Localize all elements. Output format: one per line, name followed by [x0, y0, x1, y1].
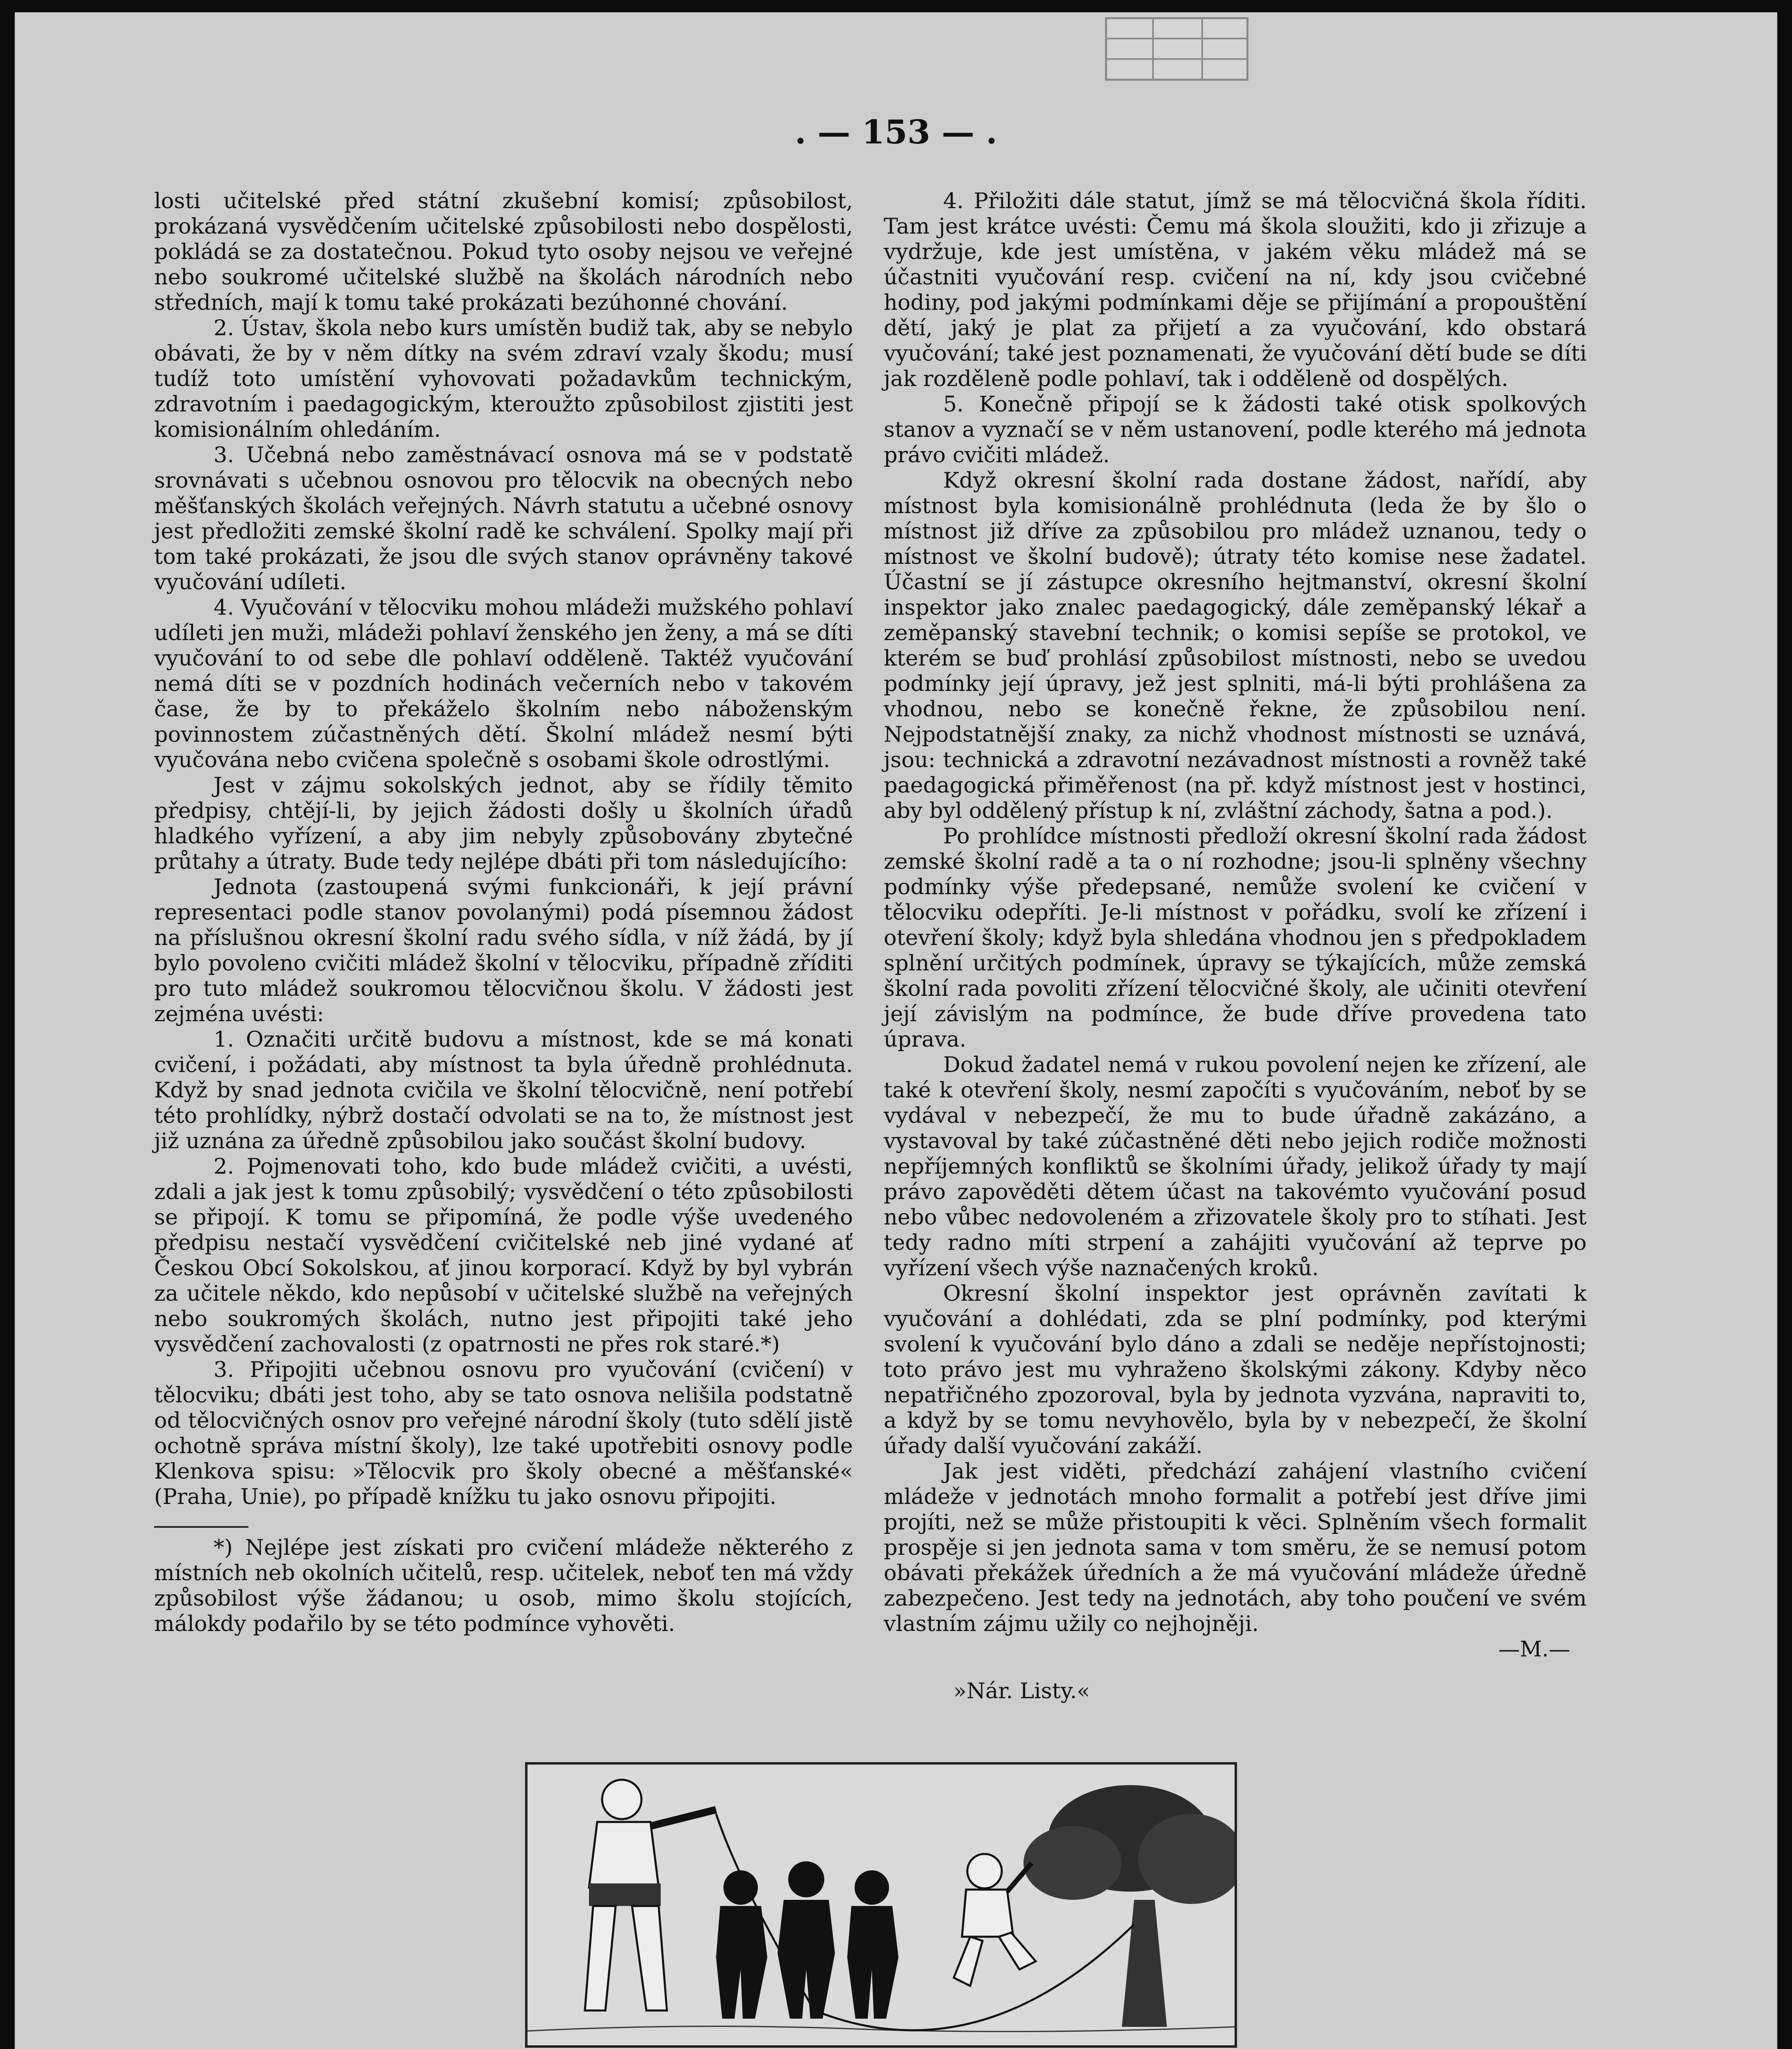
paragraph: 2. Ústav, škola nebo kurs umístěn budiž tak, aby se nebylo obávati, že by v něm dítky na svém zdraví vzaly škodu; musí tudíž toto umístění vyhovovati požadavkům technickým, zdravotním i paedagogickým, kteroužto způsobilost zjistiti jest komisionálním ohledáním.: [154, 316, 853, 442]
signature: —M.—: [1498, 1637, 1570, 1662]
paragraph: Jest v zájmu sokolských jednot, aby se řídily těmito předpisy, chtějí-li, by jejich žádosti došly u školních úřadů hladkého vyřízení, a aby jim nebyly způsobovány zbytečné průtahy a útraty. Bude tedy nejlépe dbáti při tom následujícího:: [154, 773, 853, 874]
page-number: . — 153 — .: [794, 113, 998, 151]
library-stamp: [1105, 17, 1248, 81]
paragraph: losti učitelské před státní zkušební komisí; způsobilost, prokázaná vysvědčením učitelské způsobilosti nebo dospělosti, pokládá se za dostatečnou. Pokud tyto osoby nejsou ve veřejné nebo soukromé učitelské službě na školách národních nebo středních, mají k tomu také prokázati bezúhonné chování.: [154, 189, 853, 315]
paragraph: 3. Učebná nebo zaměstnávací osnova má se v podstatě srovnávati s učebnou osnovou pro tělocvik na obecných nebo měšťanských školách veřejných. Návrh statutu a učebné osnovy jest předložiti zemské školní radě ke schválení. Spolky mají při tom také prokázati, že jsou dle svých stanov oprávněny takové vyučování udíleti.: [154, 443, 853, 595]
paragraph: 5. Konečně připojí se k žádosti také otisk spolkových stanov a vyznačí se v něm ustanovení, podle kterého má jednota právo cvičiti mládež.: [884, 392, 1587, 468]
footnote: *) Nejlépe jest získati pro cvičení mládeže některého z místních neb okolních učitelů, resp. učitelek, neboť ten má vždy způsobilost výše žádanou; u osob, mimo školu stojících, málokdy podařilo by se této podmínce vyhověti.: [154, 1535, 853, 1636]
illustration-drawing: [528, 1765, 1235, 2045]
paragraph: 4. Vyučování v tělocviku mohou mládeži mužského pohlaví udíleti jen muži, mládeži pohlaví ženského jen ženy, a má se díti vyučování to od sebe dle pohlaví odděleně. Taktéž vyučování nemá díti se v pozdních hodinách večerních nebo v takovém čase, že by to překáželo školním nebo náboženským povinnostem zúčastněných dětí. Školní mládež nesmí býti vyučována nebo cvičena společně s osobami škole odrostlými.: [154, 595, 853, 772]
paragraph: 1. Označiti určitě budovu a místnost, kde se má konati cvičení, i požádati, aby místnost ta byla úředně prohlédnuta. Když by snad jednota cvičila ve školní tělocvičně, není potřebí této prohlídky, nýbrž dostačí odvolati se na to, že místnost jest již uznána za úředně způsobilou jako součást školní budovy.: [154, 1027, 853, 1154]
paragraph: Když okresní školní rada dostane žádost, nařídí, aby místnost byla komisionálně prohlédnuta (leda že by šlo o místnost již dříve za způsobilou pro mládež uznanou, tedy o místnost ve školní budově); útraty této komise nese žadatel. Účastní se jí zástupce okresního hejtmanství, okresní školní inspektor jako znalec paedagogický, dále zeměpanský lékař a zeměpanský stavební technik; o komisi sepíše se protokol, ve kterém se buď prohlásí způsobilost místnosti, nebo se uvedou podmínky její úpravy, jež jest splniti, má-li býti prohlášena za vhodnou, nebo se konečně řekne, že způsobilou není. Nejpodstatnější znaky, za nichž vhodnost místnosti se uznává, jsou: technická a zdravotní nezávadnost místnosti a rovněž také paedagogická přiměřenost (na př. když místnost jest v hostinci, aby byl oddělený přístup k ní, zvláštní záchody, šatna a pod.).: [884, 468, 1587, 823]
paragraph: 2. Pojmenovati toho, kdo bude mládež cvičiti, a uvésti, zdali a jak jest k tomu způsobilý; vysvědčení o této způsobilosti se připojí. K tomu se připomíná, že podle výše uvedeného předpisu nestačí vysvědčení cvičitelské neb jiné vydané ať Českou Obcí Sokolskou, ať jinou korporací. Když by byl vybrán za učitele někdo, kdo nepůsobí v učitelské službě na veřejných nebo soukromých školách, nutno jest připojiti také jeho vysvědčení zachovalosti (z opatrnosti ne přes rok staré.*): [154, 1154, 853, 1357]
footnote-rule: [154, 1526, 248, 1528]
paragraph: Okresní školní inspektor jest oprávněn zavítati k vyučování a dohlédati, zda se plní podmínky, pod kterými svolení k vyučování bylo dáno a zdali se neděje nepřístojnosti; toto právo jest mu vyhraženo školskými zákony. Kdyby něco nepatřičného zpozoroval, byla by jednota vyzvána, napraviti to, a když by se tomu nevyhovělo, byla by v nebezpečí, že školní úřady další vyučování zakáží.: [884, 1281, 1587, 1458]
document-page: [15, 12, 1777, 2049]
paragraph: Jak jest viděti, předchází zahájení vlastního cvičení mládeže v jednotách mnoho formalit a potřebí jest dříve jimi projíti, než se může přistoupiti k věci. Splněním všech formalit prospěje si jen jednota sama v tom směru, že se nemusí potom obávati překážek úředních a že má vyučování mládeže úředně zabezpečeno. Jest tedy na jednotách, aby toho poučení ve svém vlastním zájmu užily co nejhojněji.: [884, 1459, 1587, 1636]
source-citation: »Nár. Listy.«: [953, 1679, 1090, 1704]
paragraph: 3. Připojiti učebnou osnovu pro vyučování (cvičení) v tělocviku; dbáti jest toho, aby se tato osnova nelišila podstatně od tělocvičných osnov pro veřejné národní školy (tuto sdělí jistě ochotně správa místní školy), lze také upotřebiti osnovy podle Klenkova spisu: »Tělocvik pro školy obecné a měšťanské« (Praha, Unie), po případě knížku tu jako osnovu připojiti.: [154, 1357, 853, 1509]
paragraph: Jednota (zastoupená svými funkcionáři, k její právní representaci podle stanov povolanými) podá písemnou žádost na příslušnou okresní školní radu svého sídla, v níž žádá, by jí bylo povoleno cvičiti mládež školní v tělocviku, případně zříditi pro tuto mládež soukromou tělocvičnou školu. V žádosti jest zejména uvésti:: [154, 875, 853, 1027]
right-column: [884, 189, 1587, 1704]
illustration-children-jump-rope: [525, 1762, 1237, 2048]
left-column: [154, 189, 853, 1637]
paragraph: Dokud žadatel nemá v rukou povolení nejen ke zřízení, ale také k otevření školy, nesmí započíti s vyučováním, neboť by se vydával v nebezpečí, že mu to bude úřadně zakázáno, a vystavoval by také zúčastněné děti nebo jejich rodiče možnosti nepříjemných konfliktů se školními úřady, jelikož úřady ty mají právo zapověděti dětem účast na takovémto vyučování posud nebo vůbec nedovoleném a zřizovatele školy pro to stíhati. Jest tedy radno míti strpení a zahájiti vyučování až teprve po vyřízení všech výše naznačených kroků.: [884, 1052, 1587, 1281]
paragraph: Po prohlídce místnosti předloží okresní školní rada žádost zemské školní radě a ta o ní rozhodne; jsou-li splněny všechny podmínky výše předepsané, nemůže svolení ke cvičení v tělocviku odepříti. Je-li místnost v pořádku, svolí ke zřízení i otevření školy; když byla shledána vhodnou jen s předpokladem splnění určitých podmínek, úpravy se týkajících, může zemská školní rada povoliti zřízení tělocvičné školy, ale učiniti otevření její závislým na podmínce, že bude dříve provedena tato úprava.: [884, 824, 1587, 1052]
paragraph: 4. Přiložiti dále statut, jímž se má tělocvičná škola říditi. Tam jest krátce uvésti: Čemu má škola sloužiti, kdo ji zřizuje a vydržuje, kde jest umístěna, v jakém věku mládež má se účastniti vyučování resp. cvičení na ní, kdy jsou cvičebné hodiny, pod jakými podmínkami děje se přijímání a propouštění dětí, jaký je plat za přijetí a za vyučování, kdo obstará vyučování; také jest poznamenati, že vyučování dětí bude se díti jak rozděleně podle pohlaví, tak i odděleně od dospělých.: [884, 189, 1587, 391]
